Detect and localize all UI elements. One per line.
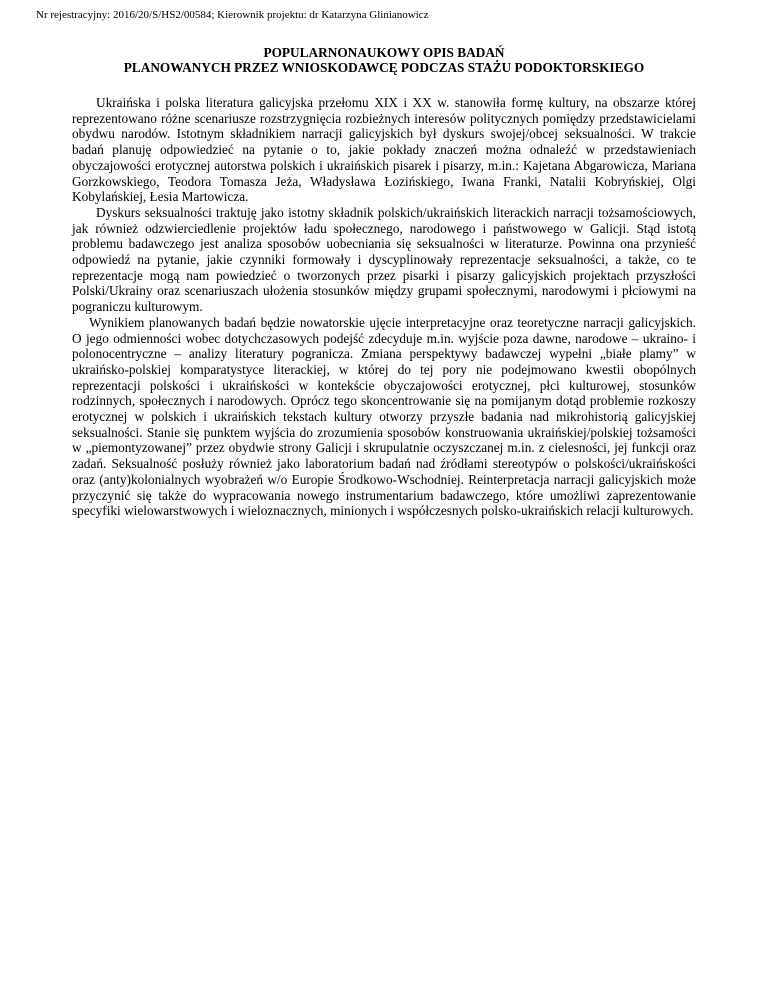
paragraph-3: Wynikiem planowanych badań będzie nowatorskie ujęcie interpretacyjne oraz teoretyczne narracji galicyjskich. O jego odmienności wobec dotychczasowych podejść zdecyduje m.in. wyjście poza dawne, narodowe – ukraino- i polonocentryczne – analizy literatury pogranicza. Zmiana perspektywy badawczej wypełni „białe plamy” w ukraińsko-polskiej komparatystyce literackiej, w której do tej pory nie podejmowano kwestii obopólnych reprezentacji polskości i ukraińskości w kontekście obyczajowości erotycznej, płci kulturowej, stosunków rodzinnych, społecznych i narodowych. Oprócz tego skoncentrowanie się na pomijanym dotąd problemie rozkoszy erotycznej w polskich i ukraińskich tekstach kultury otworzy przyszłe badania nad mikrohistorią galicyjskiej seksualności. Stanie się punktem wyjścia do zrozumienia sposobów konstruowania ukraińskiej/polskiej tożsamości w „piemontyzowanej” przez obydwie strony Galicji i skrupulatnie oczyszczanej m.in. z cielesności, jej funkcji oraz zadań. Seksualność posłuży również jako laboratorium badań nad źródłami stereotypów o polskości/ukraińskości oraz (anty)kolonialnych wyobrażeń w/o Europie Środkowo-Wschodniej. Reinterpretacja narracji galicyjskich może przyczynić się także do wypracowania nowego instrumentarium badawczego, które umożliwi zaprezentowanie specyfiki wielowarstwowych i wieloznacznych, minionych i współczesnych polsko-ukraińskich relacji kulturowych. <box>72 314 696 519</box>
registration-header: Nr rejestracyjny: 2016/20/S/HS2/00584; Kierownik projektu: dr Katarzyna Glinianowicz <box>36 9 429 21</box>
paragraph-1: Ukraińska i polska literatura galicyjska przełomu XIX i XX w. stanowiła formę kultury, na obszarze której reprezentowano różne scenariusze rozstrzygnięcia rozbieżnych interesów politycznych pomiędzy przedstawicielami obydwu narodów. Istotnym składnikiem narracji galicyjskich był dyskurs swojej/obcej seksualności. W trakcie badań planuję odpowiedzieć na pytanie o to, jakie pokłady znaczeń można odnaleźć w przedstawieniach obyczajowości erotycznej autorstwa polskich i ukraińskich pisarek i pisarzy, m.in.: Kajetana Abgarowicza, Mariana Gorzkowskiego, Teodora Tomasza Jeża, Władysława Łozińskiego, Iwana Franki, Natalii Kobryńskiej, Olgi Kobylańskiej, Łesia Martowicza. <box>72 95 696 205</box>
document-title <box>0 45 768 75</box>
body-text <box>72 95 696 519</box>
title-line-1: POPULARNONAUKOWY OPIS BADAŃ <box>263 45 505 60</box>
title-line-2: PLANOWANYCH PRZEZ WNIOSKODAWCĘ PODCZAS STAŻU PODOKTORSKIEGO <box>123 60 645 75</box>
paragraph-2: Dyskurs seksualności traktuję jako istotny składnik polskich/ukraińskich literackich narracji tożsamościowych, jak również odzwierciedlenie projektów ładu społecznego, narodowego i państwowego w Galicji. Stąd istotą problemu badawczego jest analiza sposobów uobecniania się seksualności w literaturze. Powinna ona przynieść odpowiedź na pytanie, jakie czynniki formowały i dyscyplinowały reprezentacje seksualności, a także, co te reprezentacje mogą nam powiedzieć o tworzonych przez pisarki i pisarzy galicyjskich projektach przyszłości Polski/Ukrainy oraz scenariuszach ułożenia stosunków między grupami społecznymi, narodowymi i płciowymi na pograniczu kulturowym. <box>72 204 696 315</box>
